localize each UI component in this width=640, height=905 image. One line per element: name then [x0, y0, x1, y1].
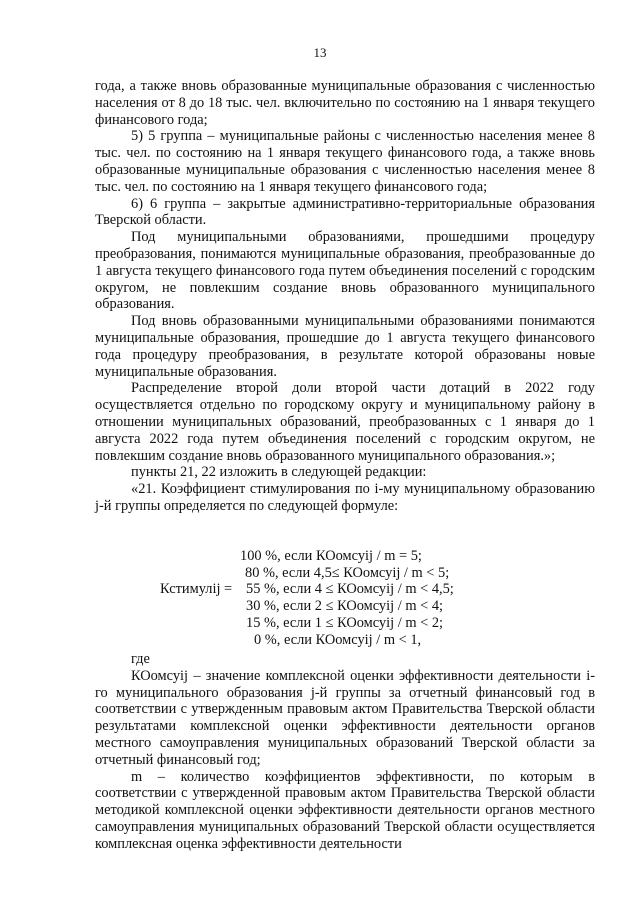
formula-case: 0 %, если КОомсуij / m < 1, — [254, 632, 422, 648]
paragraph-group-5: 5) 5 группа – муниципальные районы с численностью населения менее 8 тыс. чел. по состоянию на 1 января текущего финансового года, а также вновь образованные муниципальные образования с численностью населения менее 8 тыс. чел. по состоянию на 1 января текущего финансового года; — [95, 128, 595, 195]
formula-lhs: Кстимулij = — [160, 581, 233, 597]
stimulation-coefficient-formula — [0, 548, 640, 652]
paragraph-group-6: 6) 6 группа – закрытые административно-территориальные образования Тверской области. — [95, 195, 595, 229]
paragraph-clause-21: «21. Коэффициент стимулирования по i-му муниципальному образованию j-й группы определяется по следующей формуле: — [95, 481, 595, 514]
paragraph-distribution: Распределение второй доли второй части дотаций в 2022 году осуществляется отдельно по городскому округу и муниципальному району в отношении муниципальных образований, преобразованных с 1 января до 1 августа 2022 года путем объединения поселений с городским округом, не повлекшим создание вновь образованного муниципального образования.»; — [95, 380, 595, 464]
page-number: 13 — [313, 45, 327, 60]
body-text-bottom — [95, 651, 595, 853]
body-text-top — [95, 78, 595, 515]
paragraph-where: где — [131, 651, 150, 667]
formula-case: 30 %, если 2 ≤ КОомсуij / m < 4; — [246, 598, 444, 614]
formula-case: 80 %, если 4,5≤ КОомсуij / m < 5; — [245, 565, 450, 581]
paragraph-transformed-definition: Под муниципальными образованиями, прошедшими процедуру преобразования, понимаются муниципальные образования, преобразованные до 1 августа текущего финансового года путем объединения поселений с городским округом, не повлекшим создание вновь образованного муниципального образования. — [95, 229, 595, 313]
formula-case: 55 %, если 4 ≤ КОомсуij / m < 4,5; — [246, 581, 454, 597]
paragraph-newly-formed-definition: Под вновь образованными муниципальными образованиями понимаются муниципальные образования, прошедшие до 1 августа текущего финансового года процедуру преобразования, в результате которой образованы новые муниципальные образования. — [95, 313, 595, 380]
paragraph-koomsu-definition: КОомсуij – значение комплексной оценки эффективности деятельности i-го муниципального образования j-й группы за отчетный финансовый год в соответствии с утвержденным правовым актом Правительства Тверской области результатами комплексной оценки эффективности деятельности органов местного самоуправления муниципальных образований Тверской области за отчетный финансовый год; — [95, 667, 595, 768]
paragraph-amendment: пункты 21, 22 изложить в следующей редакции: — [131, 464, 427, 481]
paragraph-m-definition: m – количество коэффициентов эффективности, по которым в соответствии с утвержденной правовым актом Правительства Тверской области методикой комплексной оценки эффективности деятельности органов местного самоуправления муниципальных образований Тверской области осуществляется комплексная оценка эффективности деятельности — [95, 768, 595, 852]
paragraph-continuation: года, а также вновь образованные муниципальные образования с численностью населения от 8 до 18 тыс. чел. включительно по состоянию на 1 января текущего финансового года; — [95, 78, 595, 128]
formula-case: 100 %, если КОомсуij / m = 5; — [240, 548, 422, 564]
formula-case: 15 %, если 1 ≤ КОомсуij / m < 2; — [246, 615, 444, 631]
